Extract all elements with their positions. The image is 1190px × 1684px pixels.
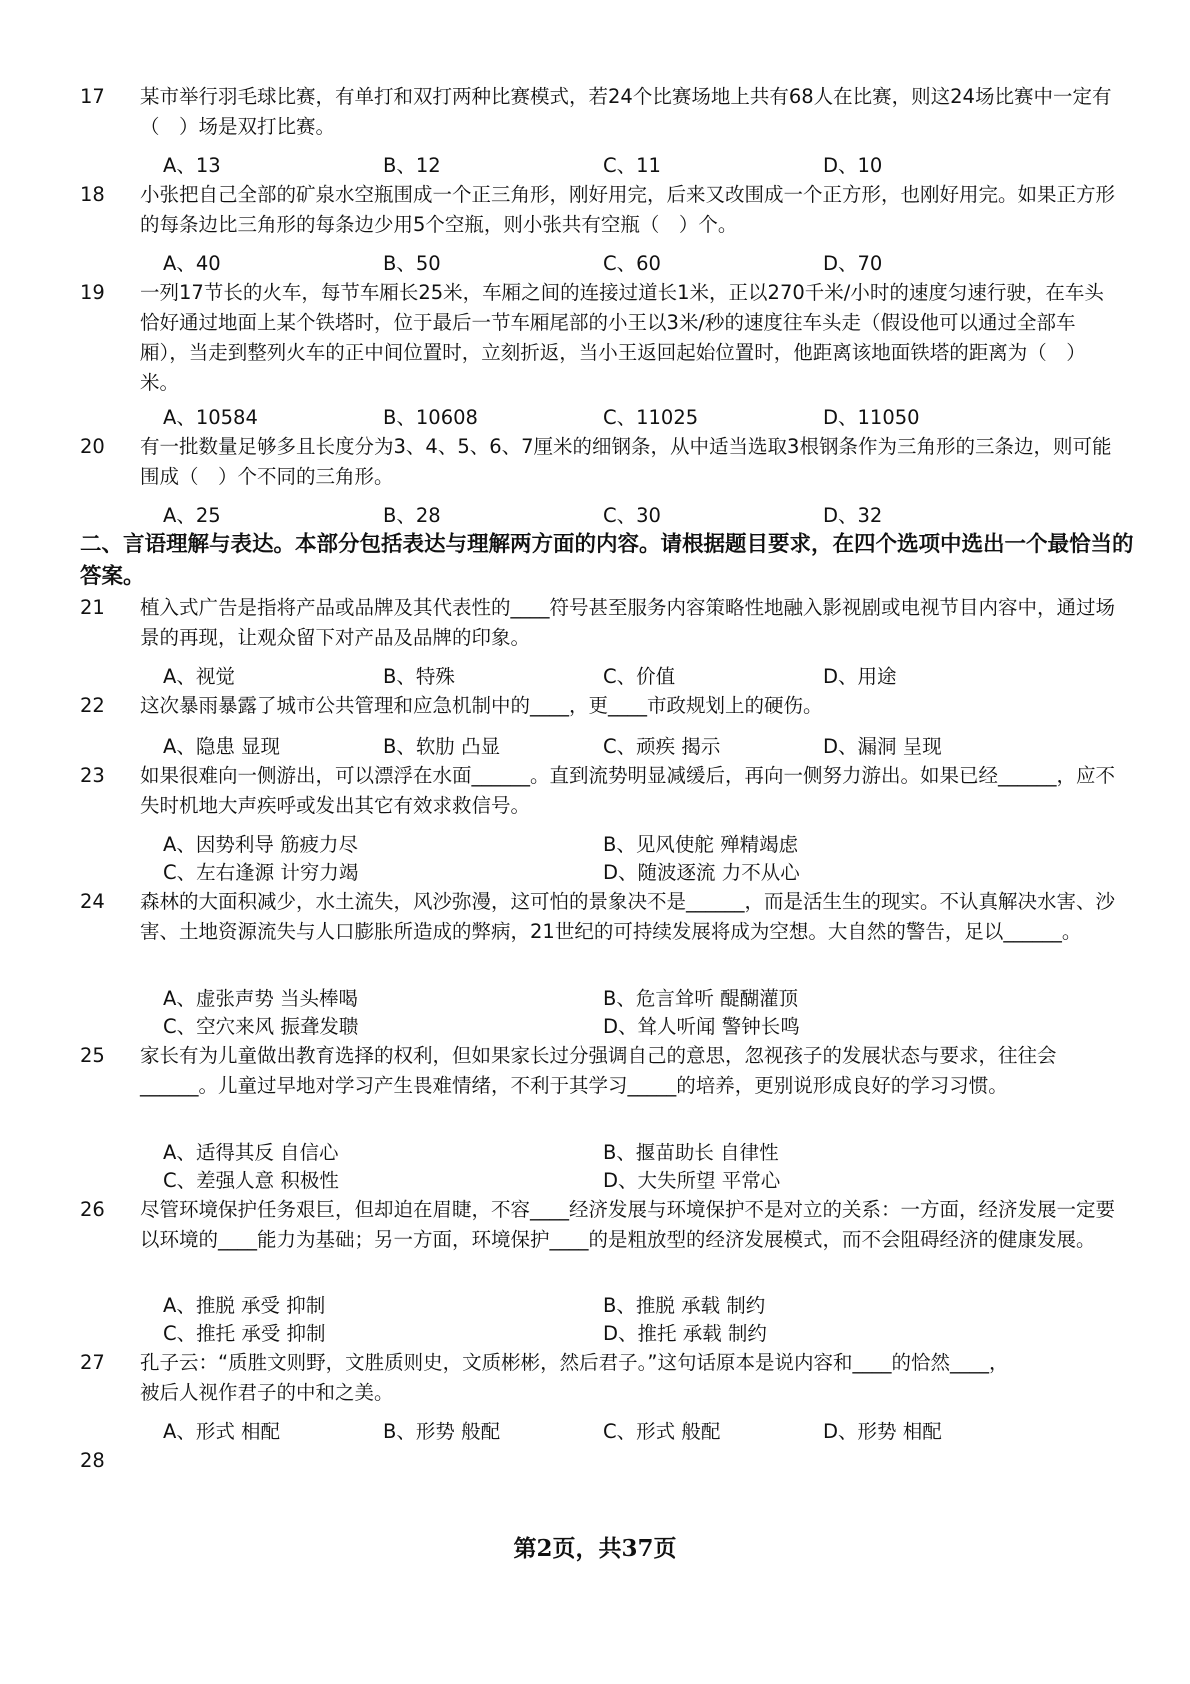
question-text: 这次暴雨暴露了城市公共管理和应急机制中的____，更____市政规划上的硬伤。: [140, 694, 823, 717]
option-b: B、推脱 承载 制约: [603, 1294, 766, 1317]
question-23: [80, 761, 1120, 821]
option-c: C、形式 般配: [603, 1420, 721, 1443]
option-a: A、13: [163, 154, 221, 177]
option-c: C、空穴来风 振聋发聩: [163, 1015, 359, 1038]
option-b: B、特殊: [383, 665, 455, 688]
question-text: 有一批数量足够多且长度分为3、4、5、6、7厘米的细钢条，从中适当选取3根钢条作为三角形的三条边，则可能围成（ ）个不同的三角形。: [140, 435, 1112, 488]
question-text: 一列17节长的火车，每节车厢长25米，车厢之间的连接过道长1米，正以270千米/小时的速度匀速行驶，在车头恰好通过地面上某个铁塔时，位于最后一节车厢尾部的小王以3米/秒的速度往车头走（假设他可以通过全部车厢），当走到整列火车的正中间位置时，立刻折返，当小王返回起始位置时，他距离该地面铁塔的距离为（ ）米。: [140, 281, 1104, 394]
question-number: 24: [80, 890, 105, 913]
option-d: D、32: [823, 504, 883, 527]
question-number: 20: [80, 435, 105, 458]
option-d: D、用途: [823, 665, 897, 688]
question-text: 孔子云：“质胜文则野，文胜质则史，文质彬彬，然后君子。”这句话原本是说内容和____的恰然____，被后人视作君子的中和之美。: [140, 1351, 1009, 1404]
question-number: 18: [80, 183, 105, 206]
question-20: [80, 432, 1120, 492]
option-a: A、因势利导 筋疲力尽: [163, 833, 359, 856]
option-b: B、揠苗助长 自律性: [603, 1141, 779, 1164]
option-d: D、随波逐流 力不从心: [603, 861, 800, 884]
question-26: [80, 1195, 1120, 1255]
option-d: D、大失所望 平常心: [603, 1169, 781, 1192]
question-number: 21: [80, 596, 105, 619]
option-a: A、适得其反 自信心: [163, 1141, 339, 1164]
question-number: 23: [80, 764, 105, 787]
option-b: B、见风使舵 殚精竭虑: [603, 833, 799, 856]
option-c: C、11: [603, 154, 661, 177]
option-d: D、11050: [823, 406, 920, 429]
option-b: B、形势 般配: [383, 1420, 501, 1443]
option-c: C、11025: [603, 406, 699, 429]
option-a: A、虚张声势 当头棒喝: [163, 987, 359, 1010]
question-number: 25: [80, 1044, 105, 1067]
question-number: 26: [80, 1198, 105, 1221]
question-24: [80, 887, 1120, 947]
option-c: C、60: [603, 252, 661, 275]
option-b: B、12: [383, 154, 441, 177]
option-a: A、视觉: [163, 665, 235, 688]
question-17: [80, 82, 1120, 142]
option-b: B、28: [383, 504, 441, 527]
question-text: 小张把自己全部的矿泉水空瓶围成一个正三角形，刚好用完，后来又改围成一个正方形，也刚好用完。如果正方形的每条边比三角形的每条边少用5个空瓶，则小张共有空瓶（ ）个。: [140, 183, 1116, 236]
option-d: D、形势 相配: [823, 1420, 942, 1443]
option-b: B、危言耸听 醍醐灌顶: [603, 987, 799, 1010]
question-number: 19: [80, 281, 105, 304]
option-c: C、差强人意 积极性: [163, 1169, 339, 1192]
option-c: C、推托 承受 抑制: [163, 1322, 326, 1345]
option-a: A、隐患 显现: [163, 735, 281, 758]
question-25: [80, 1041, 1120, 1101]
option-a: A、形式 相配: [163, 1420, 281, 1443]
question-text: 如果很难向一侧游出，可以漂浮在水面______。直到流势明显减缓后，再向一侧努力游出。如果已经______，应不失时机地大声疾呼或发出其它有效求救信号。: [140, 764, 1116, 817]
question-text: 某市举行羽毛球比赛，有单打和双打两种比赛模式，若24个比赛场地上共有68人在比赛，则这24场比赛中一定有（ ）场是双打比赛。: [140, 85, 1112, 138]
option-b: B、软肋 凸显: [383, 735, 501, 758]
question-number: 28: [80, 1449, 105, 1472]
option-c: C、顽疾 揭示: [603, 735, 721, 758]
question-text: 家长有为儿童做出教育选择的权利，但如果家长过分强调自己的意思，忽视孩子的发展状态与要求，往往会______。儿童过早地对学习产生畏难情绪，不利于其学习_____的培养，更别说形成良好的学习习惯。: [140, 1044, 1057, 1097]
option-a: A、推脱 承受 抑制: [163, 1294, 326, 1317]
question-text: 植入式广告是指将产品或品牌及其代表性的____符号甚至服务内容策略性地融入影视剧或电视节目内容中，通过场景的再现，让观众留下对产品及品牌的印象。: [140, 596, 1116, 649]
page-footer: 第2页，共37页: [513, 1535, 677, 1562]
option-a: A、25: [163, 504, 221, 527]
question-number: 22: [80, 694, 105, 717]
section-title: 二、言语理解与表达。本部分包括表达与理解两方面的内容。请根据题目要求，在四个选项中选出一个最恰当的答案。: [80, 532, 1134, 589]
question-19: [80, 278, 1120, 398]
question-21: [80, 593, 1120, 653]
option-c: C、价值: [603, 665, 676, 688]
question-22: [80, 691, 1120, 721]
option-c: C、30: [603, 504, 661, 527]
option-d: D、70: [823, 252, 883, 275]
question-number: 17: [80, 85, 105, 108]
option-b: B、10608: [383, 406, 478, 429]
question-text: 尽管环境保护任务艰巨，但却迫在眉睫，不容____经济发展与环境保护不是对立的关系：一方面，经济发展一定要以环境的____能力为基础；另一方面，环境保护____的是粗放型的经济发展模式，而不会阻碍经济的健康发展。: [140, 1198, 1116, 1251]
question-number: 27: [80, 1351, 105, 1374]
option-d: D、漏洞 呈现: [823, 735, 942, 758]
option-a: A、10584: [163, 406, 258, 429]
question-27: [80, 1348, 1120, 1408]
option-d: D、推托 承载 制约: [603, 1322, 767, 1345]
question-18: [80, 180, 1120, 240]
option-d: D、10: [823, 154, 883, 177]
option-a: A、40: [163, 252, 221, 275]
option-b: B、50: [383, 252, 441, 275]
option-d: D、耸人听闻 警钟长鸣: [603, 1015, 800, 1038]
question-text: 森林的大面积减少，水土流失，风沙弥漫，这可怕的景象决不是______，而是活生生的现实。不认真解决水害、沙害、土地资源流失与人口膨胀所造成的弊病，21世纪的可持续发展将成为空想。大自然的警告，足以______。: [140, 890, 1116, 943]
option-c: C、左右逢源 计穷力竭: [163, 861, 359, 884]
